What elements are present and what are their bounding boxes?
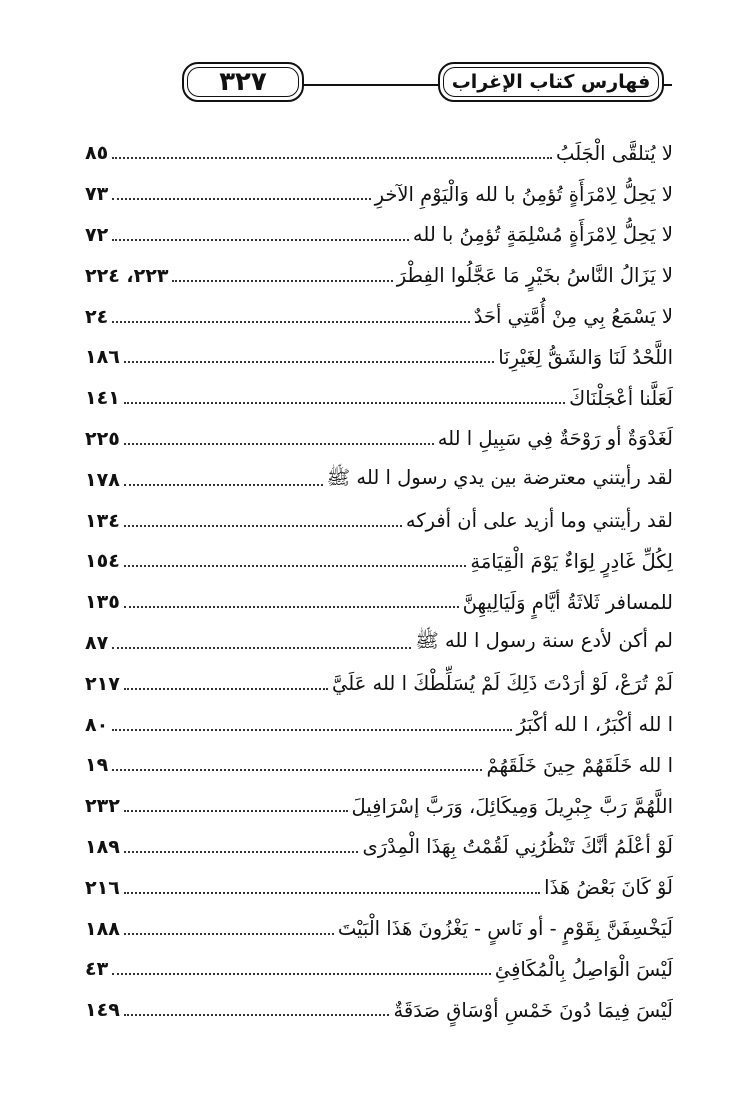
entry-text: لَعَلَّنا أعْجَلْنَاكَ [569,386,673,410]
entry-pages: ٨٧ [85,631,109,654]
entry-text: لَوْ كَانَ بَعْضُ هَذَا [544,876,673,900]
index-entry [85,378,673,419]
entry-text: لَيْسَ الْوَاصِلُ بِالْمُكَافِئِ [494,957,673,981]
index-entry [85,663,673,704]
entry-text: لقد رأيتني وما أزيد على أن أفركه [405,509,673,533]
entry-text: لِكُلِّ غَادِرٍ لِوَاءٌ يَوْمَ الْقِيَامَةِ [470,549,673,573]
leader-dots [124,443,434,445]
entry-pages: ١٣٥ [85,591,120,614]
entry-text: لَيْسَ فِيمَا دُونَ خَمْسِ أوْسَاقٍ صَدَقَةٌ [393,998,673,1022]
index-entry [85,786,673,827]
leader-dots [124,933,334,935]
leader-dots [124,688,328,690]
leader-dots [124,361,494,363]
index-entry [85,215,673,256]
index-entry [85,623,673,664]
page-number: ٣٢٧ [219,67,267,97]
leader-dots [112,973,491,975]
index-entry [85,174,673,215]
index-entry [85,827,673,868]
entry-text: لا يَسْمَعُ بِي مِنْ أُمَّتِي أحَدٌ [473,305,673,329]
entry-pages: ٢٤ [85,305,109,328]
entry-pages: ١٤١ [85,387,120,410]
leader-dots [124,402,565,404]
entry-pages: ٢٣٢ [85,795,120,818]
entry-pages: ١٣٤ [85,509,120,532]
index-entry [85,745,673,786]
leader-dots [112,157,552,159]
entry-pages: ١٨٩ [85,835,120,858]
page-header [72,58,672,112]
entry-pages: ١٩ [85,754,109,777]
entry-text: لَيَخْسِفَنَّ بِقَوْمٍ - أو نَاسٍ - يَغْزُونَ هَذَا الْبَيْتَ [337,917,673,941]
leader-dots [112,647,411,649]
entry-text: اللَّحْدُ لَنَا وَالشَقُّ لِغَيْرِنَا [498,345,673,369]
leader-dots [124,565,467,567]
index-entry [85,582,673,623]
leader-dots [112,321,470,323]
header-title: فهارس كتاب الإغراب [451,71,651,93]
entry-pages: ١٧٨ [85,468,120,491]
entry-text: لا يَحِلُّ لِامْرَأَةٍ تُؤمِنُ با لله وَالْيَوْمِ الآخرِ [374,182,673,206]
leader-dots [112,769,482,771]
entry-text: ا لله خَلَقَهُمْ حِينَ خَلَقَهُمْ [486,753,673,777]
index-entry [85,704,673,745]
entry-pages: ٧٢ [85,223,109,246]
entry-text: لا يُتلقَّى الْجَلَبُ [556,141,673,165]
entry-pages: ٨٥ [85,142,109,165]
entry-text: للمسافر ثَلاثَةُ أيَّامٍ وَلَيَالِيهِنَّ [462,590,673,614]
header-title-box [438,62,664,102]
leader-dots [112,729,512,731]
leader-dots [124,810,348,812]
index-entry [85,337,673,378]
entry-pages: ١٤٩ [85,999,120,1022]
index-entry [85,541,673,582]
leader-dots [124,606,459,608]
entry-text: لقد رأيتني معترضة بين يدي رسول ا لله ﷺ [326,465,673,489]
leader-dots [172,280,392,282]
entry-pages: ٢٢٣، ٢٢٤ [85,264,169,287]
leader-dots [124,525,402,527]
entry-pages: ٤٣ [85,958,109,981]
leader-dots [124,1014,390,1016]
index-entry [85,459,673,500]
leader-dots [112,198,370,200]
entry-pages: ١٨٨ [85,917,120,940]
index-entry [85,419,673,460]
entry-text: لا يَزَالُ النَّاسُ بخَيْرٍ مَا عَجَّلُوا الفِطْرَ [396,264,673,288]
index-entry [85,908,673,949]
index-entry [85,296,673,337]
entry-pages: ٢١٧ [85,672,120,695]
entry-pages: ١٨٦ [85,346,120,369]
entry-pages: ١٥٤ [85,550,120,573]
entry-pages: ٧٣ [85,183,109,206]
index-entry [85,949,673,990]
entry-pages: ٢١٦ [85,876,120,899]
leader-dots [124,484,323,486]
leader-dots [124,892,540,894]
entry-text: لم أكن لأدع سنة رسول ا لله ﷺ [415,628,673,652]
entry-text: اللَّهُمَّ رَبَّ جِبْرِيلَ وَمِيكَائِلَ، وَرَبَّ إسْرَافِيلَ [351,794,673,818]
entry-text: لَوْ أعْلَمُ أنَّكَ تَنْظُرُنِي لَقُمْتُ بِهَذَا الْمِدْرَى [362,835,673,859]
index-entry [85,500,673,541]
index-list [85,133,673,1031]
index-entry [85,990,673,1031]
index-entry [85,255,673,296]
entry-text: لَغَدْوَةٌ أو رَوْحَةٌ فِي سَبِيلِ ا لله [437,427,673,451]
index-entry [85,867,673,908]
entry-text: ا لله أكْبَرُ، ا لله أكْبَرُ [516,713,673,737]
entry-text: لا يَحِلُّ لِامْرَأَةٍ مُسْلِمَةٍ تُؤمِنُ با لله [412,223,673,247]
page-number-box [182,62,304,102]
leader-dots [124,851,359,853]
entry-pages: ٨٠ [85,713,109,736]
index-entry [85,133,673,174]
entry-text: لَمْ تُرَعْ، لَوْ أرَدْتَ ذَلِكَ لَمْ يُسَلِّطْكَ ا لله عَلَيَّ [331,672,673,696]
leader-dots [112,239,409,241]
entry-pages: ٢٢٥ [85,427,120,450]
